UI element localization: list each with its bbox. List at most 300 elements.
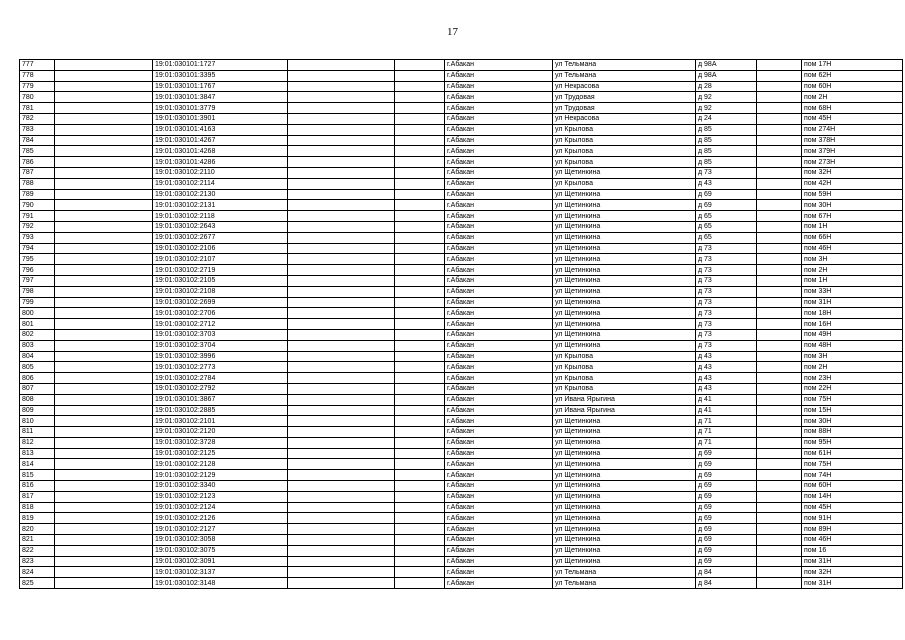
house-cell: д 69 [696, 448, 757, 459]
empty-cell [395, 92, 445, 103]
street-cell: ул Щетинкина [553, 297, 696, 308]
empty-cell [757, 394, 802, 405]
empty-cell [55, 178, 153, 189]
cadastral-number-cell: 19:01:030102:2120 [153, 427, 288, 438]
empty-cell [55, 470, 153, 481]
empty-cell [395, 200, 445, 211]
empty-cell [288, 437, 395, 448]
cadastral-number-cell: 19:01:030102:2885 [153, 405, 288, 416]
city-cell: г.Абакан [445, 275, 553, 286]
row-number-cell: 805 [20, 362, 55, 373]
row-number-cell: 806 [20, 373, 55, 384]
city-cell: г.Абакан [445, 459, 553, 470]
empty-cell [288, 178, 395, 189]
empty-cell [395, 481, 445, 492]
city-cell: г.Абакан [445, 178, 553, 189]
cadastral-number-cell: 19:01:030102:2129 [153, 470, 288, 481]
row-number-cell: 823 [20, 556, 55, 567]
premise-cell: пом 30Н [802, 416, 903, 427]
empty-cell [757, 405, 802, 416]
table-row [20, 81, 903, 92]
row-number-cell: 816 [20, 481, 55, 492]
cadastral-number-cell: 19:01:030102:3340 [153, 481, 288, 492]
empty-cell [395, 437, 445, 448]
row-number-cell: 817 [20, 491, 55, 502]
row-number-cell: 809 [20, 405, 55, 416]
empty-cell [288, 103, 395, 114]
empty-cell [55, 394, 153, 405]
city-cell: г.Абакан [445, 491, 553, 502]
street-cell: ул Крылова [553, 146, 696, 157]
cadastral-number-cell: 19:01:030101:1767 [153, 81, 288, 92]
house-cell: д 73 [696, 297, 757, 308]
empty-cell [395, 319, 445, 330]
empty-cell [757, 265, 802, 276]
city-cell: г.Абакан [445, 416, 553, 427]
house-cell: д 85 [696, 135, 757, 146]
city-cell: г.Абакан [445, 146, 553, 157]
house-cell: д 92 [696, 92, 757, 103]
cadastral-number-cell: 19:01:030102:2123 [153, 491, 288, 502]
empty-cell [55, 383, 153, 394]
empty-cell [288, 81, 395, 92]
street-cell: ул Щетинкина [553, 319, 696, 330]
cadastral-number-cell: 19:01:030102:2106 [153, 243, 288, 254]
empty-cell [288, 200, 395, 211]
row-number-cell: 815 [20, 470, 55, 481]
row-number-cell: 780 [20, 92, 55, 103]
premise-cell: пом 48Н [802, 340, 903, 351]
street-cell: ул Щетинкина [553, 189, 696, 200]
premise-cell: пом 14Н [802, 491, 903, 502]
row-number-cell: 820 [20, 524, 55, 535]
empty-cell [288, 340, 395, 351]
empty-cell [395, 146, 445, 157]
table-row [20, 491, 903, 502]
empty-cell [55, 92, 153, 103]
empty-cell [395, 297, 445, 308]
house-cell: д 71 [696, 437, 757, 448]
empty-cell [55, 124, 153, 135]
table-row [20, 502, 903, 513]
empty-cell [55, 81, 153, 92]
street-cell: ул Крылова [553, 135, 696, 146]
city-cell: г.Абакан [445, 513, 553, 524]
premise-cell: пом 3Н [802, 351, 903, 362]
premise-cell: пом 60Н [802, 481, 903, 492]
row-number-cell: 803 [20, 340, 55, 351]
empty-cell [288, 146, 395, 157]
row-number-cell: 825 [20, 578, 55, 589]
empty-cell [395, 60, 445, 71]
table-row [20, 340, 903, 351]
empty-cell [395, 265, 445, 276]
street-cell: ул Щетинкина [553, 556, 696, 567]
table-row [20, 286, 903, 297]
empty-cell [288, 232, 395, 243]
empty-cell [757, 146, 802, 157]
premise-cell: пом 1Н [802, 221, 903, 232]
house-cell: д 69 [696, 491, 757, 502]
premise-cell: пом 75Н [802, 394, 903, 405]
street-cell: ул Крылова [553, 157, 696, 168]
empty-cell [757, 491, 802, 502]
premise-cell: пом 32Н [802, 567, 903, 578]
row-number-cell: 781 [20, 103, 55, 114]
table-row [20, 200, 903, 211]
empty-cell [757, 200, 802, 211]
empty-cell [757, 81, 802, 92]
registry-table [19, 59, 903, 589]
empty-cell [288, 491, 395, 502]
premise-cell: пом 22Н [802, 383, 903, 394]
empty-cell [55, 340, 153, 351]
empty-cell [757, 383, 802, 394]
row-number-cell: 802 [20, 329, 55, 340]
empty-cell [395, 351, 445, 362]
premise-cell: пом 2Н [802, 265, 903, 276]
cadastral-number-cell: 19:01:030101:4268 [153, 146, 288, 157]
cadastral-number-cell: 19:01:030102:2130 [153, 189, 288, 200]
city-cell: г.Абакан [445, 60, 553, 71]
empty-cell [395, 81, 445, 92]
empty-cell [55, 319, 153, 330]
empty-cell [288, 556, 395, 567]
row-number-cell: 821 [20, 535, 55, 546]
cadastral-number-cell: 19:01:030102:2706 [153, 308, 288, 319]
house-cell: д 65 [696, 232, 757, 243]
city-cell: г.Абакан [445, 437, 553, 448]
premise-cell: пом 31Н [802, 297, 903, 308]
city-cell: г.Абакан [445, 81, 553, 92]
table-row [20, 70, 903, 81]
premise-cell: пом 62Н [802, 70, 903, 81]
empty-cell [757, 545, 802, 556]
table-row [20, 535, 903, 546]
row-number-cell: 779 [20, 81, 55, 92]
premise-cell: пом 31Н [802, 578, 903, 589]
empty-cell [395, 113, 445, 124]
empty-cell [288, 286, 395, 297]
table-row [20, 146, 903, 157]
empty-cell [395, 448, 445, 459]
row-number-cell: 818 [20, 502, 55, 513]
empty-cell [757, 167, 802, 178]
house-cell: д 92 [696, 103, 757, 114]
premise-cell: пом 88Н [802, 427, 903, 438]
house-cell: д 69 [696, 470, 757, 481]
cadastral-number-cell: 19:01:030102:2126 [153, 513, 288, 524]
city-cell: г.Абакан [445, 103, 553, 114]
row-number-cell: 798 [20, 286, 55, 297]
premise-cell: пом 274Н [802, 124, 903, 135]
cadastral-number-cell: 19:01:030102:2712 [153, 319, 288, 330]
premise-cell: пом 59Н [802, 189, 903, 200]
empty-cell [395, 567, 445, 578]
table-row [20, 167, 903, 178]
table-row [20, 232, 903, 243]
empty-cell [757, 60, 802, 71]
house-cell: д 71 [696, 427, 757, 438]
empty-cell [288, 189, 395, 200]
cadastral-number-cell: 19:01:030102:3728 [153, 437, 288, 448]
empty-cell [757, 254, 802, 265]
cadastral-number-cell: 19:01:030102:2677 [153, 232, 288, 243]
empty-cell [395, 362, 445, 373]
empty-cell [288, 545, 395, 556]
cadastral-number-cell: 19:01:030102:3075 [153, 545, 288, 556]
empty-cell [55, 405, 153, 416]
city-cell: г.Абакан [445, 394, 553, 405]
street-cell: ул Щетинкина [553, 275, 696, 286]
page-number: 17 [447, 26, 458, 38]
street-cell: ул Крылова [553, 373, 696, 384]
city-cell: г.Абакан [445, 470, 553, 481]
cadastral-number-cell: 19:01:030102:2107 [153, 254, 288, 265]
row-number-cell: 782 [20, 113, 55, 124]
table-row [20, 373, 903, 384]
row-number-cell: 791 [20, 211, 55, 222]
premise-cell: пом 33Н [802, 286, 903, 297]
cadastral-number-cell: 19:01:030102:2773 [153, 362, 288, 373]
empty-cell [757, 556, 802, 567]
cadastral-number-cell: 19:01:030102:2792 [153, 383, 288, 394]
cadastral-number-cell: 19:01:030102:2125 [153, 448, 288, 459]
cadastral-number-cell: 19:01:030102:3137 [153, 567, 288, 578]
empty-cell [55, 275, 153, 286]
city-cell: г.Абакан [445, 124, 553, 135]
empty-cell [757, 459, 802, 470]
empty-cell [395, 470, 445, 481]
empty-cell [395, 124, 445, 135]
city-cell: г.Абакан [445, 265, 553, 276]
premise-cell: пом 49Н [802, 329, 903, 340]
house-cell: д 85 [696, 124, 757, 135]
cadastral-number-cell: 19:01:030102:3148 [153, 578, 288, 589]
table-row [20, 135, 903, 146]
empty-cell [55, 351, 153, 362]
empty-cell [395, 243, 445, 254]
city-cell: г.Абакан [445, 373, 553, 384]
premise-cell: пом 75Н [802, 459, 903, 470]
empty-cell [757, 275, 802, 286]
street-cell: ул Щетинкина [553, 513, 696, 524]
empty-cell [55, 167, 153, 178]
row-number-cell: 824 [20, 567, 55, 578]
street-cell: ул Щетинкина [553, 437, 696, 448]
empty-cell [395, 340, 445, 351]
empty-cell [55, 103, 153, 114]
table-row [20, 459, 903, 470]
row-number-cell: 807 [20, 383, 55, 394]
premise-cell: пом 379Н [802, 146, 903, 157]
city-cell: г.Абакан [445, 383, 553, 394]
table-row [20, 481, 903, 492]
street-cell: ул Щетинкина [553, 427, 696, 438]
street-cell: ул Щетинкина [553, 340, 696, 351]
row-number-cell: 819 [20, 513, 55, 524]
empty-cell [288, 362, 395, 373]
house-cell: д 69 [696, 502, 757, 513]
empty-cell [757, 221, 802, 232]
row-number-cell: 783 [20, 124, 55, 135]
empty-cell [55, 221, 153, 232]
empty-cell [395, 556, 445, 567]
empty-cell [395, 383, 445, 394]
premise-cell: пом 31Н [802, 556, 903, 567]
empty-cell [757, 329, 802, 340]
street-cell: ул Щетинкина [553, 502, 696, 513]
table-row [20, 113, 903, 124]
street-cell: ул Щетинкина [553, 329, 696, 340]
premise-cell: пом 68Н [802, 103, 903, 114]
city-cell: г.Абакан [445, 221, 553, 232]
house-cell: д 73 [696, 286, 757, 297]
premise-cell: пом 45Н [802, 113, 903, 124]
city-cell: г.Абакан [445, 308, 553, 319]
empty-cell [288, 427, 395, 438]
city-cell: г.Абакан [445, 70, 553, 81]
city-cell: г.Абакан [445, 567, 553, 578]
empty-cell [757, 524, 802, 535]
row-number-cell: 797 [20, 275, 55, 286]
empty-cell [55, 146, 153, 157]
city-cell: г.Абакан [445, 211, 553, 222]
empty-cell [288, 416, 395, 427]
house-cell: д 65 [696, 221, 757, 232]
empty-cell [395, 135, 445, 146]
city-cell: г.Абакан [445, 502, 553, 513]
street-cell: ул Щетинкина [553, 481, 696, 492]
cadastral-number-cell: 19:01:030101:4267 [153, 135, 288, 146]
row-number-cell: 784 [20, 135, 55, 146]
empty-cell [757, 502, 802, 513]
cadastral-number-cell: 19:01:030102:2131 [153, 200, 288, 211]
table-row [20, 308, 903, 319]
city-cell: г.Абакан [445, 135, 553, 146]
cadastral-number-cell: 19:01:030102:2101 [153, 416, 288, 427]
empty-cell [395, 254, 445, 265]
empty-cell [55, 567, 153, 578]
empty-cell [55, 60, 153, 71]
table-row [20, 383, 903, 394]
row-number-cell: 811 [20, 427, 55, 438]
empty-cell [395, 491, 445, 502]
premise-cell: пом 16 [802, 545, 903, 556]
empty-cell [395, 103, 445, 114]
cadastral-number-cell: 19:01:030102:2118 [153, 211, 288, 222]
empty-cell [395, 545, 445, 556]
cadastral-number-cell: 19:01:030102:2124 [153, 502, 288, 513]
row-number-cell: 799 [20, 297, 55, 308]
empty-cell [395, 178, 445, 189]
street-cell: ул Ивана Ярыгина [553, 405, 696, 416]
table-row [20, 362, 903, 373]
cadastral-number-cell: 19:01:030102:3704 [153, 340, 288, 351]
empty-cell [757, 157, 802, 168]
street-cell: ул Щетинкина [553, 221, 696, 232]
empty-cell [55, 437, 153, 448]
empty-cell [55, 135, 153, 146]
premise-cell: пом 61Н [802, 448, 903, 459]
premise-cell: пом 16Н [802, 319, 903, 330]
premise-cell: пом 45Н [802, 502, 903, 513]
house-cell: д 41 [696, 405, 757, 416]
empty-cell [757, 135, 802, 146]
empty-cell [288, 502, 395, 513]
table-row [20, 243, 903, 254]
empty-cell [288, 157, 395, 168]
empty-cell [288, 243, 395, 254]
table-row [20, 567, 903, 578]
empty-cell [288, 70, 395, 81]
empty-cell [288, 373, 395, 384]
empty-cell [757, 340, 802, 351]
empty-cell [757, 297, 802, 308]
empty-cell [288, 297, 395, 308]
street-cell: ул Щетинкина [553, 545, 696, 556]
table-row [20, 92, 903, 103]
empty-cell [288, 92, 395, 103]
house-cell: д 43 [696, 383, 757, 394]
street-cell: ул Щетинкина [553, 448, 696, 459]
empty-cell [55, 329, 153, 340]
empty-cell [288, 113, 395, 124]
empty-cell [288, 394, 395, 405]
empty-cell [55, 254, 153, 265]
empty-cell [55, 578, 153, 589]
empty-cell [757, 103, 802, 114]
empty-cell [55, 459, 153, 470]
empty-cell [288, 60, 395, 71]
empty-cell [55, 211, 153, 222]
house-cell: д 73 [696, 243, 757, 254]
street-cell: ул Щетинкина [553, 524, 696, 535]
empty-cell [55, 113, 153, 124]
house-cell: д 73 [696, 308, 757, 319]
city-cell: г.Абакан [445, 481, 553, 492]
city-cell: г.Абакан [445, 297, 553, 308]
empty-cell [757, 448, 802, 459]
table-row [20, 427, 903, 438]
empty-cell [288, 578, 395, 589]
cadastral-number-cell: 19:01:030102:3091 [153, 556, 288, 567]
row-number-cell: 795 [20, 254, 55, 265]
house-cell: д 69 [696, 459, 757, 470]
row-number-cell: 810 [20, 416, 55, 427]
empty-cell [395, 405, 445, 416]
empty-cell [288, 254, 395, 265]
empty-cell [757, 211, 802, 222]
empty-cell [55, 491, 153, 502]
street-cell: ул Щетинкина [553, 308, 696, 319]
street-cell: ул Крылова [553, 178, 696, 189]
city-cell: г.Абакан [445, 243, 553, 254]
row-number-cell: 790 [20, 200, 55, 211]
empty-cell [395, 275, 445, 286]
premise-cell: пом 1Н [802, 275, 903, 286]
empty-cell [757, 113, 802, 124]
cadastral-number-cell: 19:01:030101:4163 [153, 124, 288, 135]
table-row [20, 416, 903, 427]
empty-cell [757, 232, 802, 243]
premise-cell: пом 74Н [802, 470, 903, 481]
table-row [20, 470, 903, 481]
cadastral-number-cell: 19:01:030102:2643 [153, 221, 288, 232]
row-number-cell: 813 [20, 448, 55, 459]
table-row [20, 124, 903, 135]
street-cell: ул Тельмана [553, 578, 696, 589]
